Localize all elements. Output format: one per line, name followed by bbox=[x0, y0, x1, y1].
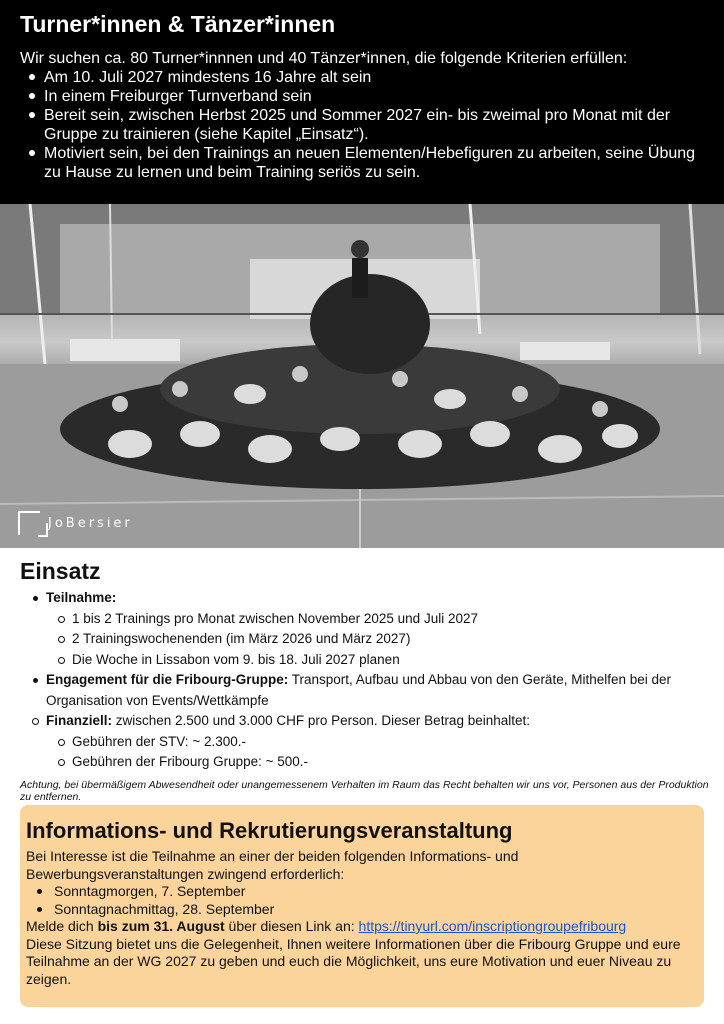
finanziell-subitem: Gebühren der STV: ~ 2.300.- bbox=[46, 732, 710, 753]
register-prefix: Melde dich bbox=[26, 918, 98, 934]
register-middle: über diesen Link an: bbox=[224, 918, 359, 934]
info-title: Informations- und Rekrutierungsveranstaltung bbox=[26, 818, 513, 843]
einsatz-title: Einsatz bbox=[20, 558, 101, 584]
header-intro: Wir suchen ca. 80 Turner*innnen und 40 Tänzer*innen, die folgende Kriterien erfüllen: bbox=[20, 50, 628, 67]
criteria-item: Motiviert sein, bei den Trainings an neuen Elementen/Hebefiguren zu arbeiten, seine Übung zu Hause zu lernen und beim Training seriös zu sein. bbox=[20, 144, 704, 182]
criteria-item: Bereit sein, zwischen Herbst 2025 und Sommer 2027 ein- bis zweimal pro Monat mit der Gruppe zu trainieren (siehe Kapitel „Einsatz“). bbox=[20, 106, 704, 144]
info-dates-list bbox=[26, 883, 698, 918]
registration-link[interactable]: https://tinyurl.com/inscriptiongroupefribourg bbox=[358, 918, 627, 934]
finanziell-sublist bbox=[46, 732, 710, 773]
info-intro: Bei Interesse ist die Teilnahme an einer der beiden folgenden Informations- und Bewerbungsveranstaltungen zwingend erforderlich: bbox=[26, 848, 519, 882]
register-deadline: bis zum 31. August bbox=[97, 918, 225, 934]
teilnahme-sublist bbox=[46, 609, 710, 671]
teilnahme-subitem: 1 bis 2 Trainings pro Monat zwischen November 2025 und Juli 2027 bbox=[46, 609, 710, 630]
group-photo bbox=[0, 204, 724, 548]
finanziell-subitem: Gebühren der Fribourg Gruppe: ~ 500.- bbox=[46, 752, 710, 773]
finanziell-item bbox=[20, 711, 710, 773]
info-box bbox=[20, 805, 704, 1007]
register-line bbox=[26, 918, 698, 936]
header-title: Turner*innen & Tänzer*innen bbox=[20, 11, 336, 37]
gym-scene-illustration bbox=[0, 204, 724, 548]
teilnahme-subitem: 2 Trainingswochenenden (im März 2026 und März 2027) bbox=[46, 629, 710, 650]
engagement-text: Transport, Aufbau und Abbau von den Geräte, Mithelfen bei der Organisation von Events/Wettkämpfe bbox=[46, 672, 672, 708]
criteria-item: In einem Freiburger Turnverband sein bbox=[20, 87, 704, 106]
teilnahme-item bbox=[20, 588, 710, 670]
info-date-item: Sonntagnachmittag, 28. September bbox=[26, 901, 698, 919]
engagement-label: Engagement für die Fribourg-Gruppe: bbox=[46, 672, 289, 687]
criteria-item: Am 10. Juli 2027 mindestens 16 Jahre alt sein bbox=[20, 68, 704, 87]
info-closing: Diese Sitzung bietet uns die Gelegenheit, Ihnen weitere Informationen über die Fribourg Gruppe und eure Teilnahme an der WG 2027 zu geben und euch die Möglichkeit, uns eure Motivation und euer Niveau zu zeigen. bbox=[26, 935, 681, 987]
watermark-logo-icon bbox=[18, 511, 40, 535]
finanziell-text: zwischen 2.500 und 3.000 CHF pro Person. Dieser Betrag beinhaltet: bbox=[112, 713, 531, 728]
einsatz-section bbox=[20, 556, 710, 803]
einsatz-note: Achtung, bei übermäßigem Abwesendheit oder unangemessenem Verhalten im Raum das Recht behalten wir uns vor, Personen aus der Produktion zu entfernen. bbox=[20, 778, 709, 803]
finanziell-label: Finanziell: bbox=[46, 713, 113, 728]
teilnahme-label: Teilnahme: bbox=[46, 590, 117, 605]
header-section bbox=[0, 0, 724, 204]
info-date-item: Sonntagmorgen, 7. September bbox=[26, 883, 698, 901]
photographer-watermark bbox=[18, 511, 133, 535]
teilnahme-subitem: Die Woche in Lissabon vom 9. bis 18. Juli 2027 planen bbox=[46, 650, 710, 671]
watermark-text: JoBersier bbox=[48, 515, 133, 531]
einsatz-list bbox=[20, 588, 710, 773]
criteria-list bbox=[20, 68, 704, 182]
engagement-item bbox=[20, 670, 710, 711]
